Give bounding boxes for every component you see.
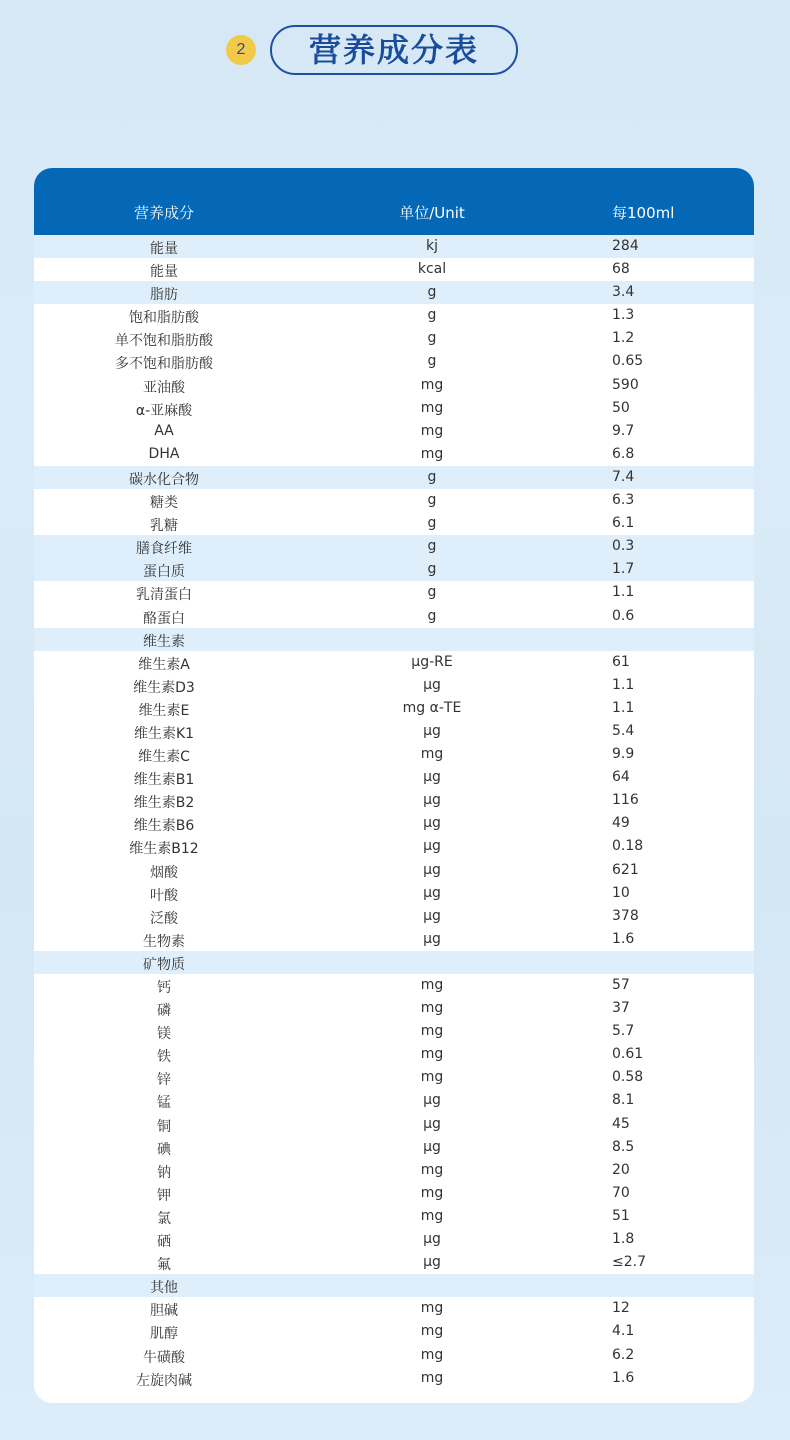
- unit-cell: μg: [423, 1254, 441, 1271]
- nutrient-name-cell: 左旋肉碱: [136, 1372, 192, 1389]
- table-row: [34, 374, 754, 397]
- unit-cell: g: [427, 561, 437, 578]
- unit-cell: g: [427, 607, 437, 624]
- value-cell: 1.1: [612, 676, 635, 693]
- value-cell: 621: [612, 861, 639, 878]
- value-cell: 49: [612, 815, 630, 832]
- value-cell: 0.18: [612, 838, 644, 855]
- table-row: [34, 1251, 754, 1274]
- value-cell: 64: [612, 769, 630, 786]
- nutrient-name-cell: AA: [154, 422, 174, 439]
- unit-cell: mg: [420, 1300, 444, 1317]
- unit-cell: mg: [420, 1000, 444, 1017]
- nutrient-name-cell: 亚油酸: [143, 379, 185, 396]
- nutrient-name-cell: 乳糖: [150, 518, 178, 535]
- value-cell: 61: [612, 653, 630, 670]
- nutrient-name-cell: 脂肪: [150, 287, 178, 304]
- unit-cell: mg: [420, 1023, 444, 1040]
- nutrient-name-cell: 肌醇: [150, 1326, 178, 1343]
- value-cell: 8.5: [612, 1138, 635, 1155]
- unit-cell: μg: [423, 1138, 441, 1155]
- table-row: [34, 304, 754, 327]
- table-row: [34, 628, 754, 651]
- table-header: [34, 168, 754, 235]
- nutrient-name-cell: 磷: [157, 1003, 171, 1020]
- table-row: [34, 789, 754, 812]
- value-cell: 1.7: [612, 561, 635, 578]
- table-row: [34, 1113, 754, 1136]
- nutrient-name-cell: 单不饱和脂肪酸: [115, 333, 213, 350]
- table-row: [34, 835, 754, 858]
- table-row: [34, 1228, 754, 1251]
- nutrient-name-cell: 蛋白质: [143, 564, 185, 581]
- value-cell: 1.6: [612, 1369, 635, 1386]
- nutrient-name-cell: 胆碱: [150, 1303, 178, 1320]
- nutrient-name-cell: 钾: [157, 1187, 171, 1204]
- nutrient-name-cell: 维生素K1: [133, 725, 195, 742]
- table-row: [34, 558, 754, 581]
- value-cell: 0.65: [612, 353, 644, 370]
- value-cell: 0.61: [612, 1046, 644, 1063]
- nutrient-name-cell: 维生素B12: [129, 841, 199, 858]
- value-cell: 1.2: [612, 330, 635, 347]
- nutrient-name-cell: 烟酸: [150, 864, 178, 881]
- table-row: [34, 281, 754, 304]
- unit-cell: mg: [420, 1184, 444, 1201]
- nutrient-name-cell: 维生素C: [138, 749, 190, 766]
- table-row: [34, 697, 754, 720]
- unit-cell: μg: [423, 722, 441, 739]
- nutrient-name-cell: 泛酸: [150, 910, 178, 927]
- table-row: [34, 235, 754, 258]
- unit-cell: μg: [423, 676, 441, 693]
- value-cell: 57: [612, 977, 630, 993]
- unit-cell: mg: [420, 1346, 444, 1363]
- table-row: [34, 1043, 754, 1066]
- value-cell: ≤2.7: [612, 1254, 646, 1271]
- unit-cell: μg: [423, 884, 441, 901]
- unit-cell: mg: [420, 1161, 444, 1178]
- value-cell: 70: [612, 1184, 630, 1201]
- value-cell: 37: [612, 1000, 630, 1017]
- table-row: [34, 1159, 754, 1182]
- nutrient-name-cell: 氟: [157, 1257, 171, 1274]
- nutrient-name-cell: 维生素B6: [133, 818, 195, 835]
- nutrient-name-cell: 矿物质: [143, 956, 185, 973]
- unit-cell: μg: [423, 792, 441, 809]
- nutrient-name-cell: α-亚麻酸: [135, 402, 193, 419]
- nutrient-name-cell: DHA: [148, 445, 180, 462]
- value-cell: 116: [612, 792, 639, 809]
- value-cell: 5.4: [612, 722, 635, 739]
- value-cell: 0.3: [612, 538, 635, 555]
- section-title: 营养成分表: [270, 25, 518, 75]
- column-header-unit: 单位/Unit: [399, 204, 465, 222]
- unit-cell: μg: [423, 1231, 441, 1248]
- table-row: [34, 535, 754, 558]
- nutrient-name-cell: 叶酸: [150, 887, 178, 904]
- unit-cell: mg: [420, 422, 444, 439]
- column-header-per-100ml: 每100ml: [612, 204, 675, 222]
- unit-cell: mg: [420, 1069, 444, 1086]
- value-cell: 4.1: [612, 1323, 635, 1340]
- nutrient-name-cell: 碳水化合物: [129, 471, 199, 488]
- nutrient-name-cell: 锰: [157, 1095, 171, 1112]
- value-cell: 68: [612, 261, 630, 278]
- value-cell: 1.1: [612, 699, 635, 716]
- nutrient-name-cell: 其他: [150, 1280, 178, 1297]
- nutrient-name-cell: 酪蛋白: [143, 610, 185, 627]
- unit-cell: mg: [420, 399, 444, 416]
- table-row: [34, 882, 754, 905]
- nutrient-name-cell: 镁: [157, 1026, 171, 1043]
- table-body: [34, 235, 754, 1390]
- unit-cell: μg: [423, 1092, 441, 1109]
- table-row: [34, 1274, 754, 1297]
- table-row: [34, 674, 754, 697]
- value-cell: 51: [612, 1207, 630, 1224]
- table-row: [34, 1136, 754, 1159]
- value-cell: 1.3: [612, 307, 635, 324]
- unit-cell: mg: [420, 376, 444, 393]
- unit-cell: μg: [423, 1115, 441, 1132]
- unit-cell: mg: [420, 1046, 444, 1063]
- unit-cell: μg-RE: [411, 653, 453, 670]
- nutrient-name-cell: 糖类: [150, 495, 178, 512]
- table-row: [34, 327, 754, 350]
- table-row: [34, 512, 754, 535]
- table-row: [34, 581, 754, 604]
- unit-cell: kj: [426, 238, 438, 254]
- table-row: [34, 720, 754, 743]
- nutrient-name-cell: 饱和脂肪酸: [129, 310, 199, 327]
- table-row: [34, 997, 754, 1020]
- nutrient-name-cell: 牛磺酸: [143, 1349, 185, 1366]
- unit-cell: μg: [423, 930, 441, 947]
- value-cell: 1.6: [612, 930, 635, 947]
- unit-cell: mg: [420, 746, 444, 763]
- nutrition-table: [34, 168, 754, 1403]
- value-cell: 378: [612, 907, 639, 924]
- table-row: [34, 1344, 754, 1367]
- nutrient-name-cell: 铜: [157, 1118, 171, 1135]
- table-row: [34, 928, 754, 951]
- section-number-badge: 2: [226, 35, 256, 65]
- unit-cell: mg: [420, 445, 444, 462]
- value-cell: 8.1: [612, 1092, 635, 1109]
- unit-cell: μg: [423, 907, 441, 924]
- nutrient-name-cell: 维生素: [143, 633, 185, 650]
- value-cell: 3.4: [612, 284, 635, 301]
- value-cell: 6.3: [612, 492, 635, 509]
- table-row: [34, 1182, 754, 1205]
- table-row: [34, 859, 754, 882]
- unit-cell: g: [427, 468, 437, 485]
- section-header: [0, 0, 790, 110]
- table-row: [34, 489, 754, 512]
- table-row: [34, 1297, 754, 1320]
- value-cell: 590: [612, 376, 639, 393]
- unit-cell: g: [427, 492, 437, 509]
- value-cell: 50: [612, 399, 630, 416]
- unit-cell: μg: [423, 769, 441, 786]
- value-cell: 12: [612, 1300, 630, 1317]
- unit-cell: μg: [423, 838, 441, 855]
- unit-cell: mg α-TE: [402, 699, 462, 716]
- value-cell: 10: [612, 884, 630, 901]
- column-header-nutrient: 营养成分: [133, 204, 194, 222]
- nutrient-name-cell: 乳清蛋白: [136, 587, 192, 604]
- table-row: [34, 743, 754, 766]
- unit-cell: μg: [423, 815, 441, 832]
- nutrient-name-cell: 维生素A: [138, 656, 190, 673]
- unit-cell: g: [427, 538, 437, 555]
- nutrient-name-cell: 维生素B2: [133, 795, 195, 812]
- table-row: [34, 812, 754, 835]
- value-cell: 0.6: [612, 607, 635, 624]
- table-row: [34, 1020, 754, 1043]
- value-cell: 20: [612, 1161, 630, 1178]
- unit-cell: mg: [420, 1323, 444, 1340]
- value-cell: 7.4: [612, 468, 635, 485]
- table-row: [34, 1066, 754, 1089]
- nutrient-name-cell: 钠: [157, 1164, 171, 1181]
- nutrient-name-cell: 碘: [157, 1141, 171, 1158]
- unit-cell: g: [427, 330, 437, 347]
- nutrient-name-cell: 硒: [157, 1234, 171, 1251]
- unit-cell: mg: [420, 1207, 444, 1224]
- unit-cell: g: [427, 584, 437, 601]
- nutrient-name-cell: 维生素E: [138, 702, 190, 719]
- nutrient-name-cell: 多不饱和脂肪酸: [115, 356, 213, 373]
- nutrient-name-cell: 膳食纤维: [136, 541, 192, 558]
- table-row: [34, 651, 754, 674]
- nutrient-name-cell: 钙: [157, 980, 171, 996]
- nutrient-name-cell: 氯: [157, 1210, 171, 1227]
- table-row: [34, 397, 754, 420]
- nutrient-name-cell: 维生素D3: [133, 679, 195, 696]
- unit-cell: μg: [423, 861, 441, 878]
- table-row: [34, 905, 754, 928]
- value-cell: 9.7: [612, 422, 635, 439]
- table-row: [34, 420, 754, 443]
- unit-cell: g: [427, 284, 437, 301]
- table-row: [34, 951, 754, 974]
- value-cell: 6.1: [612, 515, 635, 532]
- unit-cell: mg: [420, 1369, 444, 1386]
- value-cell: 1.8: [612, 1231, 635, 1248]
- value-cell: 5.7: [612, 1023, 635, 1040]
- table-row: [34, 605, 754, 628]
- table-row: [34, 466, 754, 489]
- value-cell: 6.8: [612, 445, 635, 462]
- nutrient-name-cell: 锌: [157, 1072, 171, 1089]
- value-cell: 284: [612, 238, 639, 254]
- table-row: [34, 258, 754, 281]
- table-row: [34, 443, 754, 466]
- unit-cell: kcal: [417, 261, 447, 278]
- table-row: [34, 350, 754, 373]
- nutrient-name-cell: 铁: [157, 1049, 171, 1066]
- unit-cell: mg: [420, 977, 444, 993]
- table-row: [34, 974, 754, 997]
- nutrient-name-cell: 生物素: [143, 933, 185, 950]
- unit-cell: g: [427, 307, 437, 324]
- value-cell: 0.58: [612, 1069, 644, 1086]
- table-row: [34, 1205, 754, 1228]
- value-cell: 45: [612, 1115, 630, 1132]
- nutrient-name-cell: 维生素B1: [133, 772, 195, 789]
- unit-cell: g: [427, 515, 437, 532]
- table-row: [34, 766, 754, 789]
- value-cell: 9.9: [612, 746, 635, 763]
- table-row: [34, 1320, 754, 1343]
- unit-cell: g: [427, 353, 437, 370]
- table-row: [34, 1089, 754, 1112]
- nutrient-name-cell: 能量: [150, 264, 178, 281]
- nutrient-name-cell: 能量: [150, 241, 178, 257]
- table-row: [34, 1367, 754, 1390]
- value-cell: 1.1: [612, 584, 635, 601]
- value-cell: 6.2: [612, 1346, 635, 1363]
